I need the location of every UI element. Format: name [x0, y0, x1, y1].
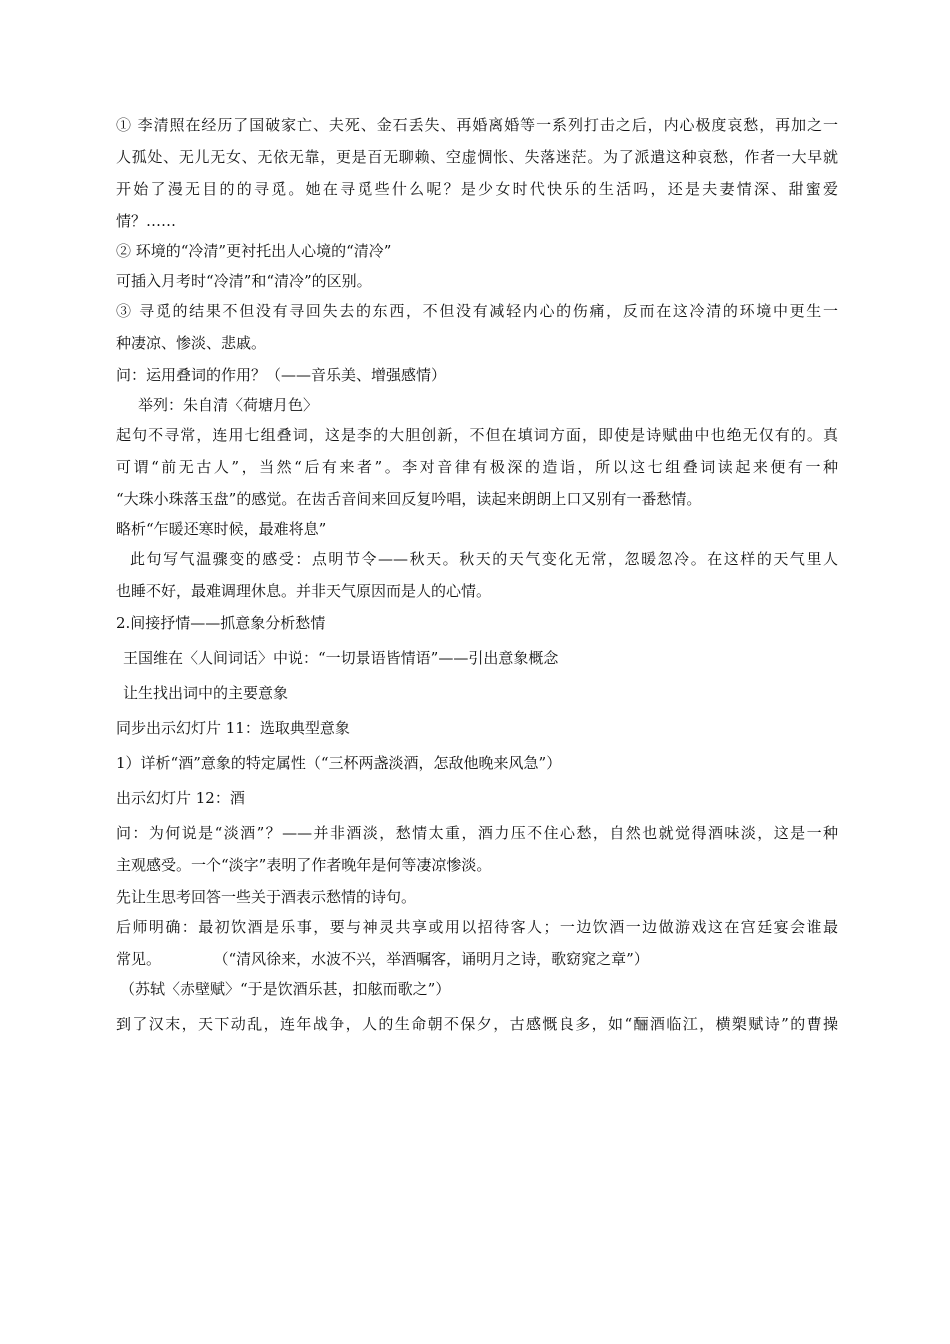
paragraph-text: 常见。 [116, 950, 162, 968]
section-heading: 2.间接抒情——抓意象分析愁情 [116, 614, 326, 632]
paragraph-line: 王国维在〈人间词话〉中说：“一切景语皆情语”——引出意象概念 [123, 649, 559, 667]
paragraph-line: 可谓“前无古人”，当然“后有来者”。李对音律有极深的造诣，所以这七组叠词读起来便有一种 [116, 458, 838, 476]
paragraph-line: 可插入月考时“冷清”和“清冷”的区别。 [116, 272, 372, 290]
section-line: 略析“乍暖还寒时候，最难将息” [116, 520, 327, 538]
paragraph-line: 1）详析“酒”意象的特定属性（“三杯两盏淡酒，怎敌他晚来风急”） [116, 754, 562, 772]
paragraph-line [116, 949, 838, 979]
paragraph-line: （苏轼〈赤壁赋〉“于是饮酒乐甚，扣舷而歌之”） [120, 980, 451, 998]
example-line: 举列：朱自清〈荷塘月色〉 [138, 396, 319, 414]
paragraph-line: 先让生思考回答一些关于酒表示愁情的诗句。 [116, 888, 417, 906]
paragraph-line: 开始了漫无目的的寻觅。她在寻觅些什么呢？是少女时代快乐的生活吗，还是夫妻情深、甜蜜爱 [116, 180, 838, 198]
paragraph-line: 后师明确：最初饮酒是乐事，要与神灵共享或用以招待客人；一边饮酒一边做游戏这在宫廷宴会谁最 [116, 918, 838, 936]
paragraph-line: ① 李清照在经历了国破家亡、夫死、金石丢失、再婚离婚等一系列打击之后，内心极度哀愁，再加之一 [116, 116, 838, 134]
paragraph-line: 情？…… [116, 212, 177, 230]
paragraph-line: 此句写气温骤变的感受：点明节令——秋天。秋天的天气变化无常，忽暖忽冷。在这样的天气里人 [130, 550, 838, 568]
paragraph-line: 人孤处、无儿无女、无依无靠，更是百无聊赖、空虚惆怅、失落迷茫。为了派遣这种哀愁，作者一大早就 [116, 148, 838, 166]
paragraph-line: 种凄凉、惨淡、悲戚。 [116, 334, 267, 352]
paragraph-line: 主观感受。一个“淡字”表明了作者晚年是何等凄凉惨淡。 [116, 856, 492, 874]
quote-text: （“清风徐来，水波不兴，举酒嘱客，诵明月之诗，歌窈窕之章”） [221, 950, 649, 968]
paragraph-line: 到了汉末，天下动乱，连年战争，人的生命朝不保夕，古感慨良多，如“酾酒临江，横槊赋诗”的曹操 [116, 1015, 838, 1033]
document-page [116, 115, 838, 1046]
paragraph-line: ③ 寻觅的结果不但没有寻回失去的东西，不但没有减轻内心的伤痛，反而在这冷清的环境中更生一 [116, 302, 838, 320]
paragraph-line: 同步出示幻灯片 11：选取典型意象 [116, 719, 350, 737]
paragraph-line: “大珠小珠落玉盘”的感觉。在齿舌音间来回反复吟唱，读起来朗朗上口又别有一番愁情。 [116, 490, 702, 508]
paragraph-line: 也睡不好，最难调理休息。并非天气原因而是人的心情。 [116, 582, 492, 600]
paragraph-line: 让生找出词中的主要意象 [123, 684, 289, 702]
question-line: 问：为何说是“淡酒”？——并非酒淡，愁情太重，酒力压不住心愁，自然也就觉得酒味淡，这是一种 [116, 824, 838, 842]
paragraph-line: 出示幻灯片 12：酒 [116, 789, 245, 807]
paragraph-line: 起句不寻常，连用七组叠词，这是李的大胆创新，不但在填词方面，即使是诗赋曲中也绝无仅有的。真 [116, 426, 838, 444]
paragraph-line: ② 环境的“冷清”更衬托出人心境的“清冷” [116, 242, 392, 260]
question-line: 问：运用叠词的作用？（——音乐美、增强感情） [116, 366, 447, 384]
